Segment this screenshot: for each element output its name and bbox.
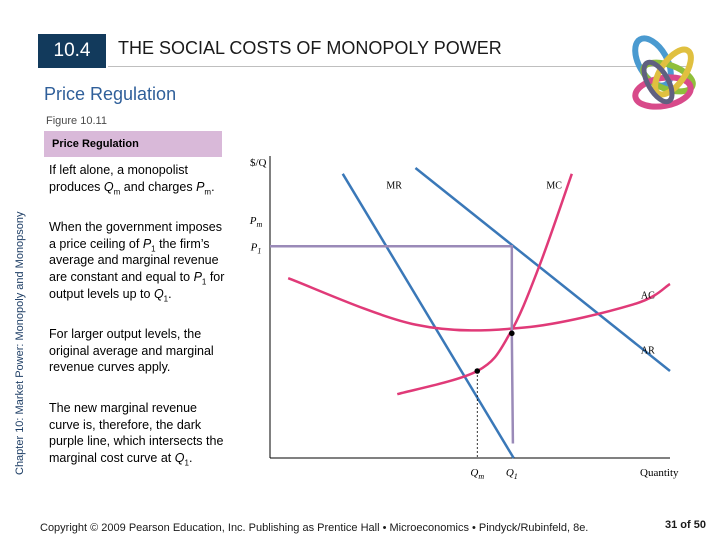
- curve-mc: [397, 174, 572, 394]
- slide-title: THE SOCIAL COSTS OF MONOPOLY POWER: [118, 38, 502, 58]
- curve-ac: [288, 278, 670, 330]
- chapter-side-label: Chapter 10: Market Power: Monopoly and Monopsony: [14, 211, 26, 475]
- series-label-ac: AC: [640, 290, 655, 302]
- chart-axes: [270, 156, 670, 458]
- figure-label: Figure 10.11: [46, 115, 107, 127]
- paragraph-3: For larger output levels, the original average and marginal revenue curves apply.: [49, 327, 214, 375]
- curve-regulated-mr: [270, 246, 513, 443]
- intersection-point-0: [474, 368, 480, 374]
- y-axis-label: $/Q: [250, 157, 267, 169]
- paragraph-1: If left alone, a monopolist produces $Q_m$ and charges $P_m$.: [49, 163, 215, 197]
- paragraph-2: When the government imposes a price ceiling of $P_1$ the firm’s average and marginal revenue are constant and equal to $P_1$ for output levels up to $Q_1$.: [49, 220, 225, 304]
- section-number-badge: 10.4: [38, 34, 106, 68]
- title-divider: [108, 66, 686, 67]
- x-tick-label-1: $Q_1$: [505, 467, 518, 481]
- price-regulation-chart: [238, 152, 698, 482]
- curve-mr: [343, 174, 514, 458]
- curve-ar: [415, 168, 670, 371]
- rings-logo-icon: [618, 32, 708, 127]
- intersection-point-1: [509, 331, 515, 337]
- series-label-mc: MC: [546, 180, 562, 192]
- y-tick-label-0: $P_m$: [249, 215, 263, 230]
- x-tick-label-0: $Q_m$: [470, 467, 485, 481]
- series-label-mr: MR: [386, 180, 402, 192]
- slide-subtitle: Price Regulation: [44, 84, 177, 104]
- chart-curves: [270, 168, 670, 458]
- y-tick-label-1: $P_1$: [250, 241, 262, 256]
- page-number: 31 of 50: [665, 519, 706, 531]
- paragraph-4: The new marginal revenue curve is, therefore, the dark purple line, which intersects the marginal cost curve at $Q_1$.: [49, 401, 224, 468]
- series-label-ar: AR: [640, 345, 655, 357]
- x-axis-label: Quantity: [640, 467, 679, 479]
- figure-box-title: Price Regulation: [44, 131, 222, 157]
- copyright-footer: Copyright © 2009 Pearson Education, Inc. Publishing as Prentice Hall • Microeconomics • Pindyck/Rubinfeld, 8e.: [40, 522, 589, 534]
